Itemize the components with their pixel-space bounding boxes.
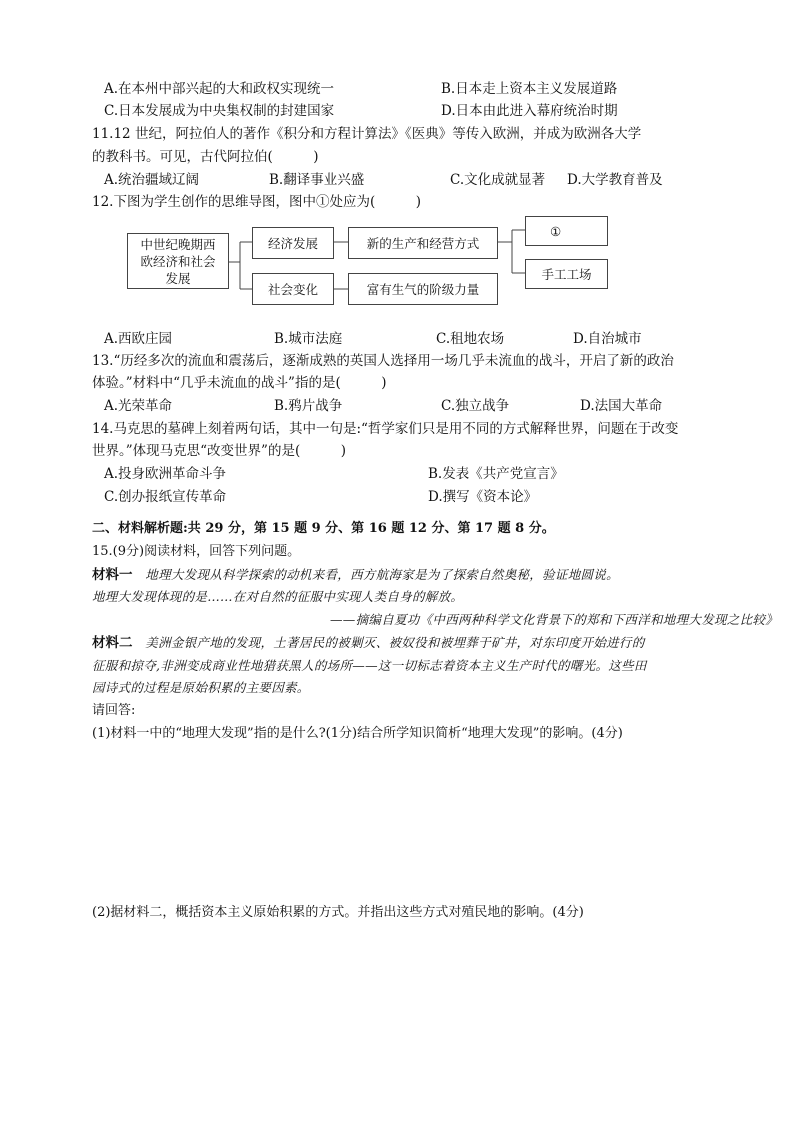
q15-material1-text1: 地理大发现从科学探索的动机来看，西方航海家是为了探索自然奥秘，验证地圆说。 [132, 567, 619, 582]
mindmap-social-detail-node [348, 273, 498, 305]
q11-option-a: A.统治疆域辽阔 [104, 172, 200, 188]
mindmap-root-node [127, 233, 229, 289]
q14-option-a: A.投身欧洲革命斗争 [104, 466, 227, 482]
q15-material1-line1 [92, 565, 619, 585]
q14-option-c: C.创办报纸宣传革命 [104, 489, 227, 505]
q10-option-c: C.日本发展成为中央集权制的封建国家 [104, 103, 335, 119]
mindmap-econ-label: 经济发展 [267, 235, 318, 251]
q15-material1-label: 材料一 [92, 567, 133, 583]
q14-stem-line2: 世界。”体现马克思“改变世界”的是( ) [92, 443, 346, 459]
mindmap-social-detail-label: 富有生气的阶级力量 [366, 281, 480, 297]
q12-option-a: A.西欧庄园 [104, 331, 173, 347]
q10-option-b: B.日本走上资本主义发展道路 [441, 81, 618, 97]
q13-stem-line1: 13.“历经多次的流血和震荡后，逐渐成熟的英国人选择用一场几乎未流血的战斗，开启了新的政治 [92, 353, 674, 369]
q15-material1-line2: 地理大发现体现的是……在对自然的征服中实现人类自身的解放。 [92, 589, 464, 604]
q15-material2-line2: 征服和掠夺,非洲变成商业性地猎获黑人的场所——这一切标志着资本主义生产时代的曙光。这些田 [92, 658, 647, 673]
q15-material2-line3: 园诗式的过程是原始积累的主要因素。 [92, 680, 310, 695]
q12-option-b: B.城市法庭 [274, 331, 343, 347]
q13-option-a: A.光荣革命 [104, 398, 173, 414]
mindmap-leaf-blank-label: ① [550, 223, 562, 239]
q15-material2-line1 [92, 633, 645, 653]
q14-option-b: B.发表《共产党宣言》 [428, 466, 564, 482]
q10-option-d: D.日本由此进入幕府统治时期 [441, 103, 618, 119]
q14-option-d: D.撰写《资本论》 [428, 489, 538, 505]
q11-option-c: C.文化成就显著 [450, 172, 546, 188]
mindmap-econ-node [252, 227, 334, 259]
q11-option-d: D.大学教育普及 [567, 172, 663, 188]
q15-prompt: 请回答: [92, 703, 136, 718]
q13-option-d: D.法国大革命 [580, 398, 663, 414]
q11-stem-line1: 11.12 世纪，阿拉伯人的著作《积分和方程计算法》《医典》等传入欧洲，并成为欧洲各大学 [92, 126, 642, 142]
mindmap-leaf-workshop-label: 手工工场 [541, 266, 592, 282]
mindmap-econ-detail-label: 新的生产和经营方式 [366, 235, 480, 251]
mindmap-leaf-workshop-node [525, 259, 608, 289]
q14-stem-line1: 14.马克思的墓碑上刻着两句话，其中一句是:“哲学家们只是用不同的方式解释世界，问题在于改变 [92, 421, 679, 437]
mindmap-social-node [252, 273, 334, 305]
q15-stem: 15.(9分)阅读材料，回答下列问题。 [92, 544, 301, 559]
q15-subquestion-2: (2)据材料二，概括资本主义原始积累的方式。并指出这些方式对殖民地的影响。(4分) [92, 905, 584, 920]
mindmap-leaf-blank-node [525, 216, 608, 246]
q15-material1-source: ——摘编自夏功《中西两种科学文化背景下的郑和下西洋和地理大发现之比较》 [330, 612, 779, 627]
q11-stem-line2: 的教科书。可见，古代阿拉伯( ) [92, 149, 319, 165]
mindmap-social-label: 社会变化 [267, 281, 318, 297]
q15-material2-text1: 美洲金银产地的发现，土著居民的被剿灭、被奴役和被埋葬于矿井，对东印度开始进行的 [132, 635, 645, 650]
q12-option-c: C.租地农场 [436, 331, 505, 347]
q13-option-b: B.鸦片战争 [274, 398, 343, 414]
q15-subquestion-1: (1)材料一中的“地理大发现”指的是什么?(1分)结合所学知识简析“地理大发现”的影响。(4分) [92, 726, 623, 741]
q12-option-d: D.自治城市 [573, 331, 642, 347]
q13-option-c: C.独立战争 [441, 398, 510, 414]
section2-heading: 二、材料解析题:共 29 分，第 15 题 9 分、第 16 题 12 分、第 17 题 8 分。 [92, 521, 555, 536]
mindmap-root-label: 中世纪晚期西欧经济和社会发展 [140, 236, 216, 286]
q11-option-b: B.翻译事业兴盛 [269, 172, 365, 188]
q12-stem: 12.下图为学生创作的思维导图，图中①处应为( ) [92, 194, 422, 210]
mindmap-econ-detail-node [348, 227, 498, 259]
q10-option-a: A.在本州中部兴起的大和政权实现统一 [104, 81, 335, 97]
q15-material2-label: 材料二 [92, 635, 133, 651]
q13-stem-line2: 体验。”材料中“几乎未流血的战斗”指的是( ) [92, 375, 387, 391]
